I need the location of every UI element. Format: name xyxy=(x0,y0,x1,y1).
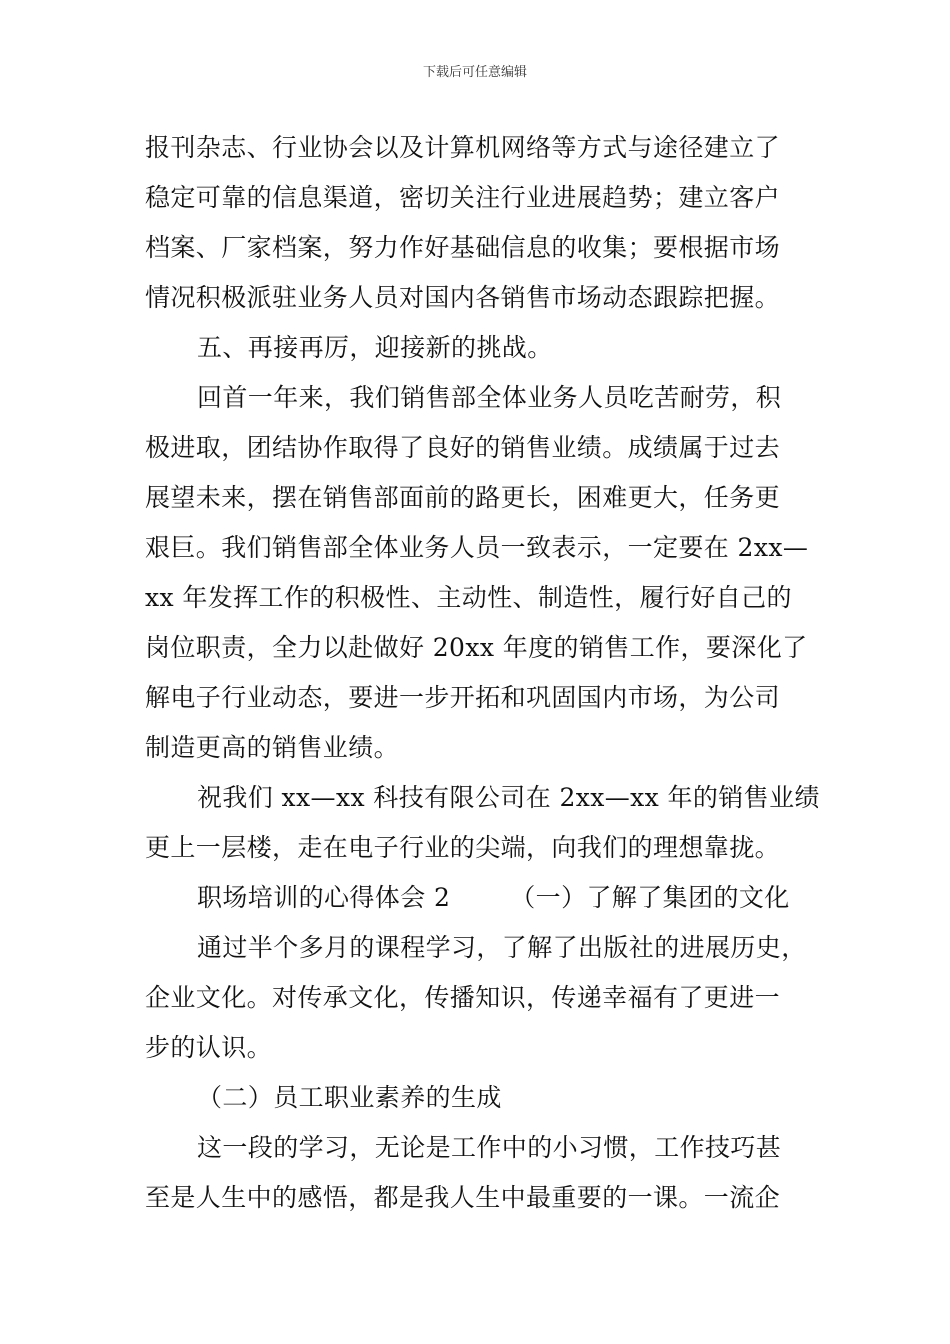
text-line: 岗位职责，全力以赴做好 20xx 年度的销售工作，要深化了 xyxy=(145,633,808,662)
page-header: 下载后可任意编辑 xyxy=(422,65,527,80)
subsection-heading: （一）了解了集团的文化 xyxy=(510,883,790,912)
text-line: 档案、厂家档案，努力作好基础信息的收集；要根据市场 xyxy=(145,233,781,262)
text-line: 步的认识。 xyxy=(145,1033,273,1062)
text-line: 至是人生中的感悟，都是我人生中最重要的一课。一流企 xyxy=(145,1183,781,1212)
heading-line xyxy=(145,873,815,923)
text-line: 制造更高的销售业绩。 xyxy=(145,733,400,762)
text-line: 艰巨。我们销售部全体业务人员一致表示，一定要在 2xx— xyxy=(145,533,809,562)
text-line: 企业文化。对传承文化，传播知识，传递幸福有了更进一 xyxy=(145,983,781,1012)
subsection-heading: （二）员工职业素养的生成 xyxy=(197,1083,502,1112)
text-line: 通过半个多月的课程学习，了解了出版社的进展历史， xyxy=(197,933,807,962)
text-line: 解电子行业动态，要进一步开拓和巩固国内市场，为公司 xyxy=(145,683,781,712)
text-line: xx 年发挥工作的积极性、主动性、制造性，履行好自己的 xyxy=(145,583,792,612)
section-heading: 五、再接再厉，迎接新的挑战。 xyxy=(197,333,553,362)
text-line: 极进取，团结协作取得了良好的销售业绩。成绩属于过去 xyxy=(145,433,781,462)
text-line: 这一段的学习，无论是工作中的小习惯，工作技巧甚 xyxy=(197,1133,782,1162)
text-line: 祝我们 xx—xx 科技有限公司在 2xx—xx 年的销售业绩 xyxy=(197,783,820,812)
document-body xyxy=(145,123,820,1223)
text-line: 稳定可靠的信息渠道，密切关注行业进展趋势；建立客户 xyxy=(145,183,781,212)
text-line: 回首一年来，我们销售部全体业务人员吃苦耐劳，积 xyxy=(197,383,782,412)
text-line: 更上一层楼，走在电子行业的尖端，向我们的理想靠拢。 xyxy=(145,833,781,862)
text-line: 展望未来，摆在销售部面前的路更长，困难更大，任务更 xyxy=(145,483,781,512)
text-line: 报刊杂志、行业协会以及计算机网络等方式与途径建立了 xyxy=(145,133,781,162)
text-line: 情况积极派驻业务人员对国内各销售市场动态跟踪把握。 xyxy=(145,283,781,312)
article-title: 职场培训的心得体会 2 xyxy=(197,883,451,912)
